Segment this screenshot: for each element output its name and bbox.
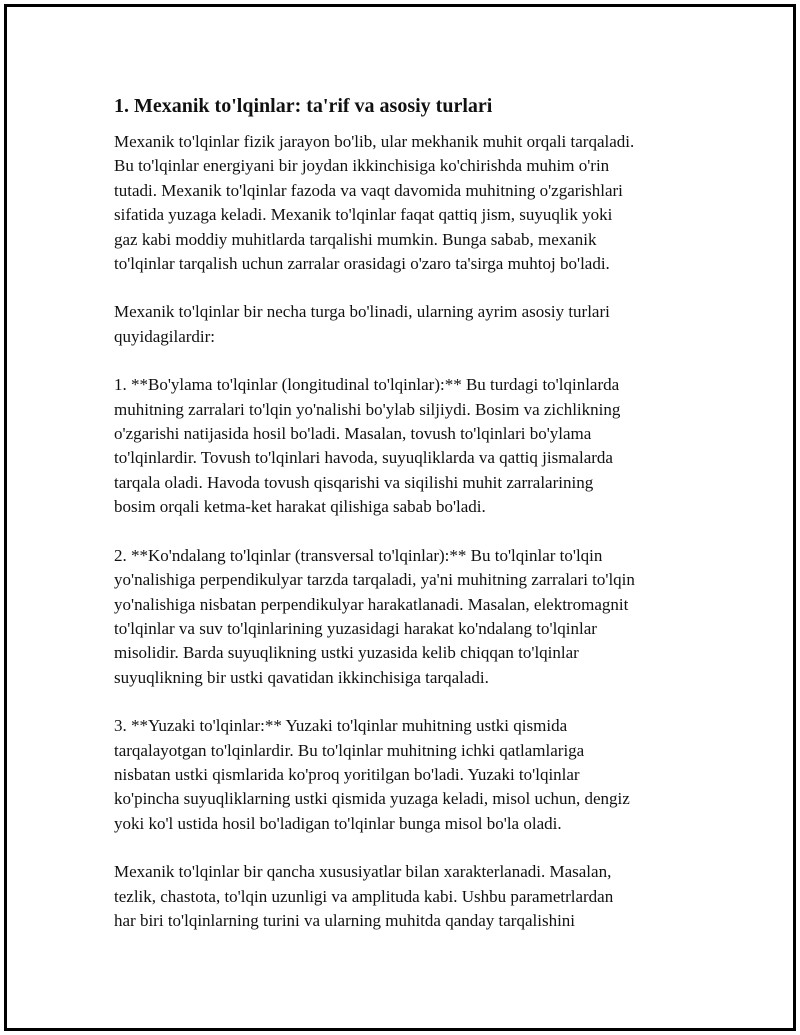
text-line: tutadi. Mexanik to'lqinlar fazoda va vaqt davomida muhitning o'zgarishlari [114, 180, 623, 200]
text-line: to'lqinlardir. Tovush to'lqinlari havoda, suyuqliklarda va qattiq jismalarda [114, 448, 613, 468]
text-line: 3. **Yuzaki to'lqinlar:** Yuzaki to'lqinlar muhitning ustki qismida [114, 716, 568, 736]
text-line: yo'nalishiga nisbatan perpendikulyar harakatlanadi. Masalan, elektromagnit [114, 594, 629, 614]
text-line: yo'nalishiga perpendikulyar tarzda tarqaladi, ya'ni muhitning zarralari to'lqin [114, 570, 635, 590]
text-line: to'lqinlar va suv to'lqinlarining yuzasidagi harakat ko'ndalang to'lqinlar [114, 618, 597, 638]
text-line: to'lqinlar tarqalish uchun zarralar orasidagi o'zaro ta'sirga muhtoj bo'ladi. [114, 254, 610, 274]
paragraph-types-intro [114, 300, 694, 349]
text-line: suyuqlikning bir ustki qavatidan ikkinchisiga tarqaladi. [114, 667, 489, 687]
text-line: Mexanik to'lqinlar bir necha turga bo'linadi, ularning ayrim asosiy turlari [114, 302, 610, 322]
text-line: tezlik, chastota, to'lqin uzunligi va amplituda kabi. Ushbu parametrlardan [114, 886, 614, 906]
text-line: gaz kabi moddiy muhitlarda tarqalishi mumkin. Bunga sabab, mexanik [114, 229, 597, 249]
paragraph-transversal [114, 544, 694, 690]
text-line: har biri to'lqinlarning turini va ularning muhitda qanday tarqalishini [114, 910, 576, 930]
text-line: 2. **Ko'ndalang to'lqinlar (transversal to'lqinlar):** Bu to'lqinlar to'lqin [114, 545, 603, 565]
text-line: misolidir. Barda suyuqlikning ustki yuzasida kelib chiqqan to'lqinlar [114, 643, 579, 663]
text-line: bosim orqali ketma-ket harakat qilishiga sabab bo'ladi. [114, 497, 486, 517]
text-line: ko'pincha suyuqliklarning ustki qismida yuzaga keladi, misol uchun, dengiz [114, 789, 630, 809]
text-line: yoki ko'l ustida hosil bo'ladigan to'lqinlar bunga misol bo'la oladi. [114, 813, 562, 833]
text-line: muhitning zarralari to'lqin yo'nalishi bo'ylab siljiydi. Bosim va zichlikning [114, 399, 621, 419]
text-line: nisbatan ustki qismlarida ko'proq yoritilgan bo'ladi. Yuzaki to'lqinlar [114, 764, 580, 784]
paragraph-properties [114, 860, 694, 933]
paragraph-surface [114, 714, 694, 836]
text-line: quyidagilardir: [114, 326, 216, 346]
text-line: Bu to'lqinlar energiyani bir joydan ikkinchisiga ko'chirishda muhim o'rin [114, 156, 610, 176]
text-line: Mexanik to'lqinlar bir qancha xususiyatlar bilan xarakterlanadi. Masalan, [114, 862, 612, 882]
paragraph-longitudinal [114, 373, 694, 519]
document-body [114, 92, 694, 957]
text-line: 1. **Bo'ylama to'lqinlar (longitudinal to'lqinlar):** Bu turdagi to'lqinlarda [114, 375, 620, 395]
text-line: Mexanik to'lqinlar fizik jarayon bo'lib, ular mekhanik muhit orqali tarqaladi. [114, 132, 635, 151]
paragraph-intro [114, 130, 694, 276]
section-heading: 1. Mexanik to'lqinlar: ta'rif va asosiy turlari [114, 95, 493, 117]
text-line: tarqalayotgan to'lqinlardir. Bu to'lqinlar muhitning ichki qatlamlariga [114, 740, 585, 760]
text-line: sifatida yuzaga keladi. Mexanik to'lqinlar faqat qattiq jism, suyuqlik yoki [114, 205, 613, 225]
text-line: o'zgarishi natijasida hosil bo'ladi. Masalan, tovush to'lqinlari bo'ylama [114, 424, 592, 444]
text-line: tarqala oladi. Havoda tovush qisqarishi va siqilishi muhit zarralarining [114, 472, 594, 492]
